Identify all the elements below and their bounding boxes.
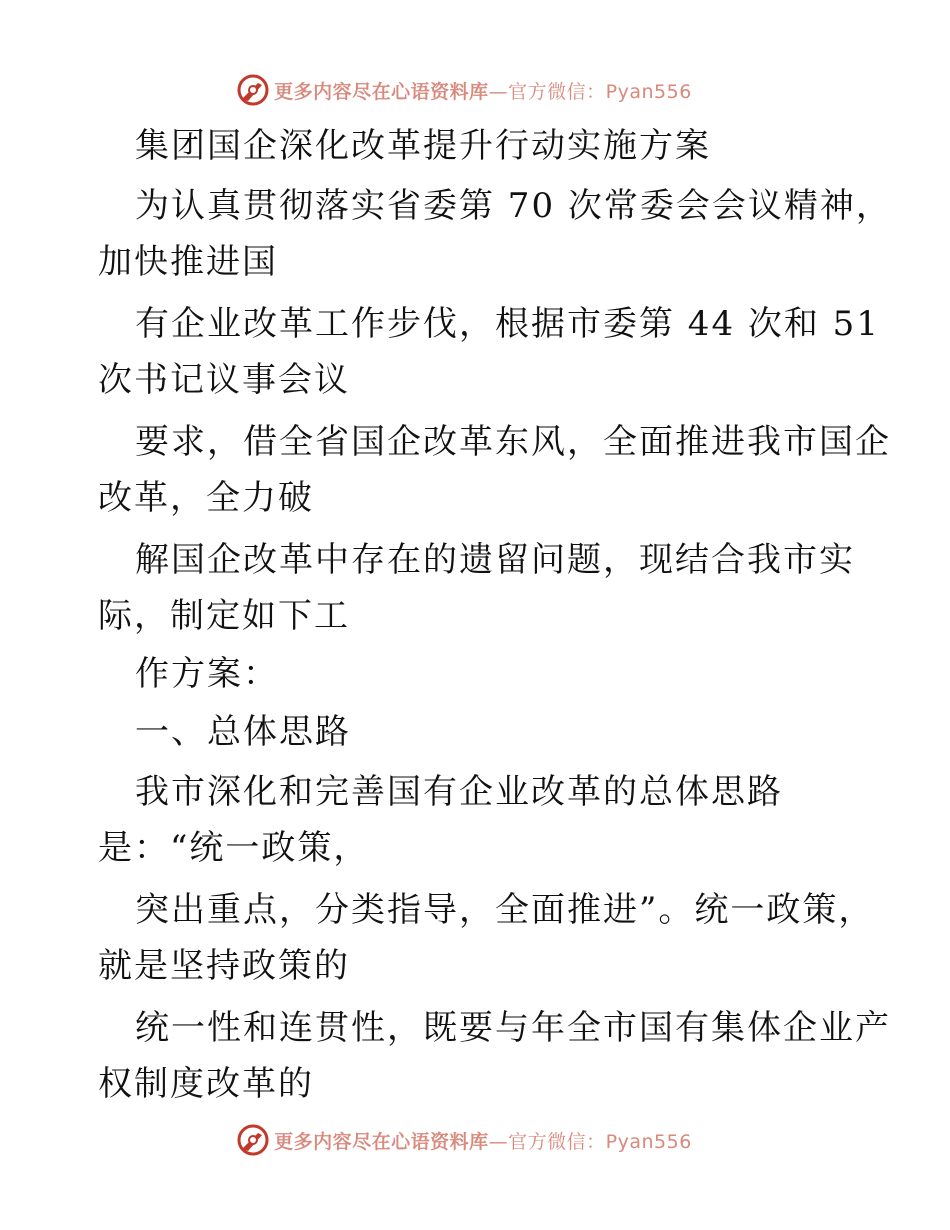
document-title: 集团国企深化改革提升行动实施方案	[135, 126, 711, 166]
paragraph-line: 加快推进国	[98, 242, 278, 282]
paragraph-line: 为认真贯彻落实省委第 70 次常委会会议精神，	[135, 186, 892, 226]
banner-text: 更多内容尽在心语资料库—官方微信：Pyan556	[274, 80, 692, 103]
paragraph-line: 是：“统一政策，	[98, 828, 370, 868]
paragraph-line: 权制度改革的	[98, 1064, 314, 1104]
paragraph-line: 有企业改革工作步伐，根据市委第 44 次和 51	[135, 304, 880, 344]
header-banner	[0, 70, 950, 110]
section-heading: 一、总体思路	[135, 712, 351, 752]
paragraph-line: 次书记议事会议	[98, 360, 350, 400]
paragraph-line: 际，制定如下工	[98, 596, 350, 636]
paragraph-line: 我市深化和完善国有企业改革的总体思路	[135, 772, 783, 812]
paragraph-line: 就是坚持政策的	[98, 946, 350, 986]
banner-text: 更多内容尽在心语资料库—官方微信：Pyan556	[274, 1130, 692, 1153]
pen-circle-logo-icon	[236, 1123, 270, 1157]
pen-circle-logo-icon	[236, 73, 270, 107]
paragraph-line: 改革，全力破	[98, 478, 314, 518]
paragraph-line: 作方案：	[135, 654, 279, 694]
paragraph-line: 突出重点，分类指导，全面推进”。统一政策，	[135, 890, 875, 930]
paragraph-line: 解国企改革中存在的遗留问题，现结合我市实	[135, 540, 855, 580]
paragraph-line: 要求，借全省国企改革东风，全面推进我市国企	[135, 422, 891, 462]
footer-banner	[0, 1120, 950, 1160]
paragraph-line: 统一性和连贯性，既要与年全市国有集体企业产	[135, 1008, 891, 1048]
